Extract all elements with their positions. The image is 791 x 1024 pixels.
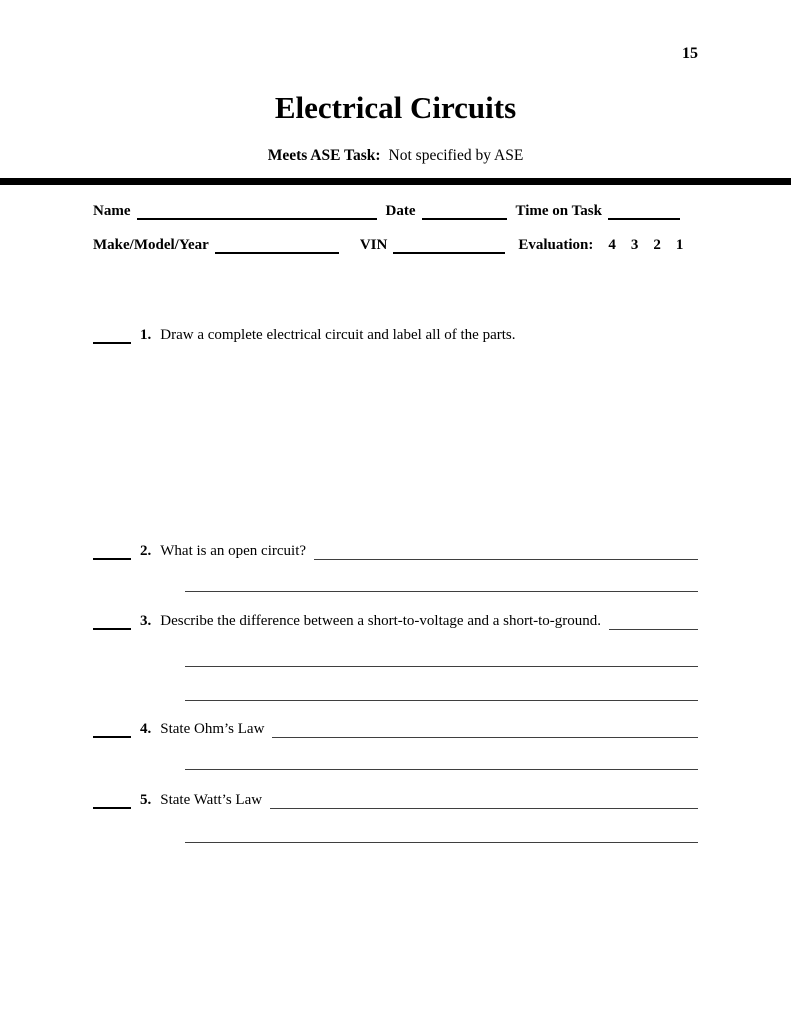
date-label: Date	[385, 203, 416, 219]
time-on-task-blank	[608, 203, 680, 220]
grade-blank-5	[93, 792, 131, 809]
grade-blank-1	[93, 327, 131, 344]
time-on-task-label: Time on Task	[515, 203, 602, 219]
page-title: Electrical Circuits	[274, 90, 517, 125]
question-row-4	[93, 720, 698, 738]
question-number-2: 2.	[140, 543, 152, 559]
ase-task-label: Meets ASE Task:	[267, 147, 381, 164]
make-model-year-blank	[215, 237, 339, 254]
answer-continuation-line-3a	[185, 666, 698, 667]
question-row-3	[93, 612, 698, 630]
answer-continuation-line-2	[185, 591, 698, 592]
question-number-1: 1.	[140, 327, 152, 343]
question-number-3: 3.	[140, 613, 152, 629]
question-row-1	[93, 326, 698, 344]
evaluation-label: Evaluation:	[518, 237, 594, 253]
answer-continuation-line-5	[185, 842, 698, 843]
question-text-4: State Ohm’s Law	[160, 721, 265, 737]
grade-blank-2	[93, 543, 131, 560]
evaluation-score-3: 3	[630, 237, 639, 253]
evaluation-score-1: 1	[675, 237, 684, 253]
header-field-row-2	[93, 236, 713, 254]
question-row-5	[93, 791, 698, 809]
question-text-2: What is an open circuit?	[160, 543, 307, 559]
evaluation-score-4: 4	[608, 237, 616, 253]
header-divider	[0, 178, 791, 185]
grade-blank-3	[93, 613, 131, 630]
question-row-2	[93, 542, 698, 560]
answer-continuation-line-3b	[185, 700, 698, 701]
page-number: 15	[682, 45, 698, 62]
question-number-4: 4.	[140, 721, 152, 737]
evaluation-score-2: 2	[653, 237, 661, 253]
grade-blank-4	[93, 721, 131, 738]
ase-task-line	[0, 147, 791, 165]
answer-line-3	[609, 614, 698, 630]
header-field-row-1	[93, 202, 713, 220]
question-text-1: Draw a complete electrical circuit and label all of the parts.	[160, 327, 516, 343]
answer-line-5	[270, 793, 698, 809]
question-text-3: Describe the difference between a short-to-voltage and a short-to-ground.	[160, 613, 602, 629]
make-model-year-label: Make/Model/Year	[93, 237, 209, 253]
question-text-5: State Watt’s Law	[160, 792, 263, 808]
answer-line-2	[314, 544, 698, 560]
answer-continuation-line-4	[185, 769, 698, 770]
answer-line-4	[272, 722, 698, 738]
date-blank	[422, 203, 507, 220]
question-number-5: 5.	[140, 792, 152, 808]
name-blank	[137, 203, 377, 220]
vin-blank	[393, 237, 505, 254]
ase-task-value: Not specified by ASE	[388, 147, 524, 164]
vin-label: VIN	[359, 237, 388, 253]
name-label: Name	[93, 203, 131, 219]
